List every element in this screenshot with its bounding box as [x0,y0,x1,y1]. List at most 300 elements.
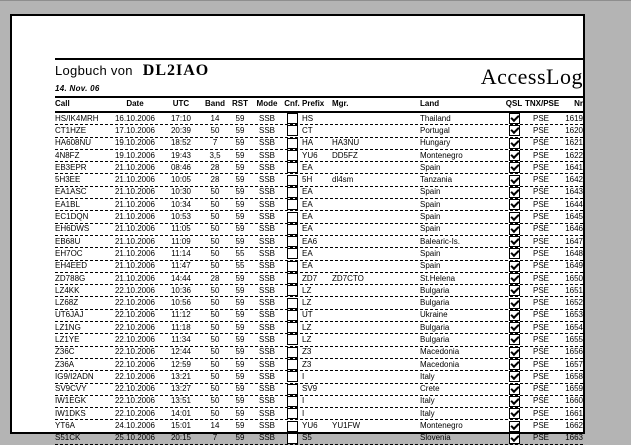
cnf-checkbox [287,212,298,223]
cell-prefix: ZD7 [302,273,318,283]
cell-band: 50 [210,236,220,246]
cell-qsl [503,359,525,370]
qsl-checkbox [509,384,520,395]
log-row [55,285,583,297]
log-row [55,162,583,174]
cell-mode: SSB [258,433,275,443]
cell-prefix: 5H [302,175,313,185]
cell-date: 21.10.2006 [114,273,156,283]
cell-qsl [503,236,525,247]
cnf-checkbox [287,187,298,198]
cell-utc: 11:18 [171,322,191,332]
cell-date: 22.10.2006 [114,298,156,308]
cell-qsl [503,384,525,395]
cell-mode: SSB [258,396,275,406]
log-row [55,371,583,383]
cell-utc: 11:09 [171,236,191,246]
cell-nr: 1659 [565,384,583,394]
cell-nr: 1653 [565,310,583,320]
checkmark-icon [510,138,519,147]
cell-call: EB68U [55,236,81,246]
cell-band: 28 [210,162,220,172]
page-title: Logbuch von [55,63,133,78]
cell-qsl [503,347,525,358]
log-row [55,211,583,223]
cell-tnx: PSE [532,371,549,381]
log-row [55,408,583,420]
qsl-checkbox [509,261,520,272]
cell-land: Bulgaria [420,285,450,295]
cell-tnx: PSE [532,212,549,222]
cell-band: 14 [210,113,220,123]
cell-rst: 59 [235,113,245,123]
cell-mode: SSB [258,187,275,197]
log-row [55,150,583,162]
cell-date: 22.10.2006 [114,371,156,381]
cell-nr: 1641 [565,162,583,172]
cnf-checkbox [287,138,298,149]
cell-cnf [282,433,302,444]
log-row [55,322,583,334]
cell-band: 50 [210,371,220,381]
cell-nr: 1619 [565,113,583,123]
cell-tnx: PSE [532,236,549,246]
cell-qsl [503,421,525,432]
log-row [55,236,583,248]
cell-qsl [503,396,525,407]
cell-mode: SSB [258,298,275,308]
checkmark-icon [510,371,519,380]
cell-tnx: PSE [532,384,549,394]
cell-qsl [503,334,525,345]
cell-date: 21.10.2006 [114,199,156,209]
cell-cnf [282,408,302,419]
checkmark-icon [510,334,519,343]
cell-utc: 17:10 [170,113,192,123]
cell-rst: 59 [235,236,245,246]
cell-date: 22.10.2006 [114,359,156,369]
report-page [10,14,585,443]
cell-nr: 1645 [565,212,583,222]
report-title [55,62,209,80]
cell-prefix: LZ [302,334,312,344]
checkmark-icon [510,236,519,245]
report-date: 14. Nov. 06 [55,84,100,93]
cell-nr: 1661 [565,408,583,418]
cell-mode: SSB [258,162,275,172]
cell-rst: 59 [235,212,245,222]
cnf-checkbox [287,162,298,173]
cell-utc: 11:34 [171,334,191,344]
cnf-checkbox [287,273,298,284]
cell-nr: 1622 [565,150,583,160]
cell-tnx: PSE [532,248,549,258]
cell-cnf [282,125,302,136]
column-header-utc: UTC [172,99,190,108]
cell-land: Hungary [420,138,451,148]
checkmark-icon [510,433,519,442]
cell-call: EA1BL [55,199,80,209]
cell-prefix: EA [302,212,313,222]
cell-prefix: EA [302,248,313,258]
qsl-checkbox [509,187,520,198]
qsl-checkbox [509,248,520,259]
qsl-checkbox [509,359,520,370]
cell-date: 21.10.2006 [114,175,156,185]
cell-rst: 59 [235,359,245,369]
cell-qsl [503,408,525,419]
log-row [55,347,583,359]
cell-qsl [503,261,525,272]
cell-prefix: CT [302,125,313,135]
cell-prefix: EA [302,199,313,209]
cnf-checkbox [287,421,298,432]
cnf-checkbox [287,285,298,296]
cell-date: 22.10.2006 [114,396,156,406]
cell-utc: 20:39 [170,125,192,135]
qsl-checkbox [509,334,520,345]
cell-prefix: YU6 [302,421,318,431]
cell-prefix: I [302,408,305,418]
cell-prefix: LZ [302,298,312,308]
cell-band: 50 [210,334,220,344]
log-row [55,273,583,285]
cell-qsl [503,175,525,186]
cell-date: 22.10.2006 [114,384,156,394]
qsl-checkbox [509,125,520,136]
cell-nr: 1649 [565,261,583,271]
cell-tnx: PSE [532,359,549,369]
log-row [55,359,583,371]
checkmark-icon [510,162,519,171]
log-row [55,334,583,346]
cell-cnf [282,384,302,395]
log-row [55,199,583,211]
cell-tnx: PSE [532,408,549,418]
cell-cnf [282,224,302,235]
cell-call: HA608NU [55,138,92,148]
cnf-checkbox [287,298,298,309]
cell-qsl [503,433,525,444]
cell-utc: 13:51 [170,396,192,406]
cell-cnf [282,236,302,247]
cell-qsl [503,310,525,321]
cell-rst: 59 [235,138,245,148]
cell-call: HS/IK4MRH [55,113,99,123]
cell-rst: 59 [235,433,245,443]
cell-mode: SSB [258,322,275,332]
cell-land: Spain [420,261,441,271]
cell-call: EH7OC [55,248,83,258]
cell-mode: SSB [258,285,275,295]
cell-call: YT6A [55,421,76,431]
cell-date: 22.10.2006 [114,408,156,418]
column-header-call: Call [55,99,70,108]
checkmark-icon [510,187,519,196]
log-table-body [55,113,583,445]
cell-nr: 1650 [565,273,583,283]
qsl-checkbox [509,224,520,235]
cell-land: Italy [420,396,435,406]
cell-date: 19.10.2006 [114,138,156,148]
cell-prefix: S5 [302,433,312,443]
cell-cnf [282,138,302,149]
cell-prefix: EA6 [302,236,318,246]
cell-land: Spain [420,248,441,258]
cell-utc: 11:12 [171,310,191,320]
qsl-checkbox [509,298,520,309]
column-header-band: Band [205,99,225,108]
cell-land: Spain [420,212,441,222]
cell-mgr: YU1FW [332,421,360,431]
cell-tnx: PSE [532,396,549,406]
qsl-checkbox [509,138,520,149]
cell-band: 7 [212,138,218,148]
cell-nr: 1654 [565,322,583,332]
cell-call: LZ1NG [55,322,81,332]
cell-band: 50 [210,408,220,418]
cell-cnf [282,298,302,309]
log-row [55,261,583,273]
cell-nr: 1652 [565,298,583,308]
cell-rst: 59 [235,162,245,172]
cell-mode: SSB [258,248,275,258]
cell-nr: 1621 [565,138,583,148]
cnf-checkbox [287,384,298,395]
cell-nr: 1656 [565,347,583,357]
cell-date: 22.10.2006 [114,347,156,357]
cell-prefix: EA [302,224,313,234]
cell-rst: 55 [235,248,245,258]
cell-land: Balearic-Is. [420,236,461,246]
cell-rst: 59 [235,322,245,332]
cell-qsl [503,298,525,309]
cell-call: ZD788G [55,273,86,283]
cell-mgr: dl4sm [332,175,354,185]
column-header-cnf: Cnf. [284,99,300,108]
cell-band: 50 [210,384,220,394]
checkmark-icon [510,125,519,134]
checkmark-icon [510,199,519,208]
cell-utc: 10:53 [170,212,192,222]
checkmark-icon [510,297,519,306]
qsl-checkbox [509,113,520,124]
cell-prefix: EA [302,162,313,172]
cell-land: Ukraine [420,310,448,320]
cell-call: EA1ASC [55,187,87,197]
cell-utc: 13:21 [170,371,192,381]
cell-tnx: PSE [532,347,549,357]
cell-band: 50 [210,285,220,295]
cell-utc: 15:01 [170,421,192,431]
title-rule [55,58,583,60]
cell-nr: 1660 [565,396,583,406]
log-row [55,433,583,445]
cell-rst: 55 [235,261,245,271]
cnf-checkbox [287,150,298,161]
cell-prefix: YU6 [302,150,318,160]
cell-rst: 59 [235,175,245,185]
cell-mode: SSB [258,138,275,148]
cell-mode: SSB [258,347,275,357]
log-row [55,174,583,186]
cell-cnf [282,421,302,432]
qsl-checkbox [509,408,520,419]
cell-tnx: PSE [532,322,549,332]
log-row [55,224,583,236]
cell-qsl [503,138,525,149]
cell-rst: 59 [235,150,245,160]
qsl-checkbox [509,310,520,321]
qsl-checkbox [509,421,520,432]
cell-band: 14 [210,421,220,431]
report-content [55,16,583,443]
cell-qsl [503,285,525,296]
column-header-mode: Mode [256,99,278,108]
cell-qsl [503,113,525,124]
cell-land: Spain [420,199,441,209]
column-header-tnx: TNX/PSE [525,99,560,108]
cell-land: Crete [420,384,440,394]
cell-call: LZ68Z [55,298,79,308]
cell-utc: 08:46 [170,162,192,172]
cell-call: EB3EPR [55,162,87,172]
cell-land: Tanzania [420,175,453,185]
cell-nr: 1655 [565,334,583,344]
cell-mode: SSB [258,150,275,160]
checkmark-icon [510,420,519,429]
cell-mode: SSB [258,224,275,234]
cell-utc: 12:44 [170,347,192,357]
cell-tnx: PSE [532,334,549,344]
cnf-checkbox [287,113,298,124]
cell-cnf [282,359,302,370]
cell-land: Portugal [420,125,450,135]
cell-nr: 1651 [565,285,583,295]
cell-tnx: PSE [532,199,549,209]
log-row [55,248,583,260]
cell-date: 16.10.2006 [114,113,156,123]
cell-utc: 10:05 [170,175,192,185]
log-row [55,113,583,125]
cell-date: 21.10.2006 [114,248,156,258]
qsl-checkbox [509,212,520,223]
cell-band: 28 [210,175,220,185]
cell-cnf [282,199,302,210]
cell-utc: 10:56 [170,298,192,308]
cell-date: 21.10.2006 [114,162,156,172]
cell-mgr: DD5FZ [332,150,358,160]
callsign: DL2IAO [142,62,210,79]
cell-date: 25.10.2006 [114,433,156,443]
cell-mode: SSB [258,236,275,246]
cnf-checkbox [287,236,298,247]
column-header-rst: RST [232,99,248,108]
cell-utc: 12:59 [170,359,192,369]
qsl-checkbox [509,199,520,210]
cell-mode: SSB [258,113,275,123]
cell-cnf [282,248,302,259]
cell-nr: 1642 [565,175,583,185]
cell-nr: 1620 [565,125,583,135]
cell-qsl [503,125,525,136]
cell-rst: 59 [235,273,245,283]
cell-tnx: PSE [532,138,549,148]
checkmark-icon [510,322,519,331]
cell-tnx: PSE [532,113,549,123]
cell-tnx: PSE [532,175,549,185]
qsl-checkbox [509,273,520,284]
cell-call: Z36A [55,359,75,369]
cell-nr: 1662 [565,421,583,431]
cell-call: EH6DWS [55,224,90,234]
cell-prefix: HA [302,138,314,148]
cell-rst: 59 [235,298,245,308]
cell-land: Bulgaria [420,334,450,344]
cell-mgr: HA3NU [332,138,360,148]
cnf-checkbox [287,396,298,407]
cell-date: 19.10.2006 [114,150,156,160]
cell-call: Z36C [55,347,75,357]
log-row [55,396,583,408]
cell-tnx: PSE [532,273,549,283]
cell-cnf [282,285,302,296]
column-header-date: Date [126,99,144,108]
qsl-checkbox [509,285,520,296]
log-row [55,420,583,432]
cell-qsl [503,371,525,382]
column-header-qsl: QSL [505,99,523,108]
cnf-checkbox [287,433,298,444]
cell-date: 22.10.2006 [114,285,156,295]
cnf-checkbox [287,322,298,333]
cell-prefix: SV9 [302,384,318,394]
cell-mode: SSB [258,359,275,369]
cell-cnf [282,187,302,198]
cell-utc: 10:36 [170,285,192,295]
cell-band: 50 [210,212,220,222]
cell-rst: 59 [235,187,245,197]
cell-land: Thailand [420,113,451,123]
cell-utc: 18:52 [170,138,192,148]
cell-mode: SSB [258,384,275,394]
cell-nr: 1648 [565,248,583,258]
cell-land: Italy [420,408,435,418]
cnf-checkbox [287,371,298,382]
column-header-land: Land [420,99,440,108]
cell-cnf [282,371,302,382]
cell-qsl [503,248,525,259]
cell-tnx: PSE [532,433,549,443]
cell-call: S51CK [55,433,81,443]
cell-nr: 1657 [565,359,583,369]
qsl-checkbox [509,347,520,358]
checkmark-icon [510,310,519,319]
cell-nr: 1643 [565,187,583,197]
cell-prefix: EA [302,261,313,271]
cell-rst: 59 [235,125,245,135]
cell-utc: 14:01 [170,408,192,418]
cell-cnf [282,212,302,223]
checkmark-icon [510,396,519,405]
cell-tnx: PSE [532,261,549,271]
cell-cnf [282,162,302,173]
cell-mode: SSB [258,125,275,135]
cell-call: UT6JAJ [55,310,84,320]
brand-logo: AccessLog [480,64,583,89]
qsl-checkbox [509,371,520,382]
cell-cnf [282,150,302,161]
